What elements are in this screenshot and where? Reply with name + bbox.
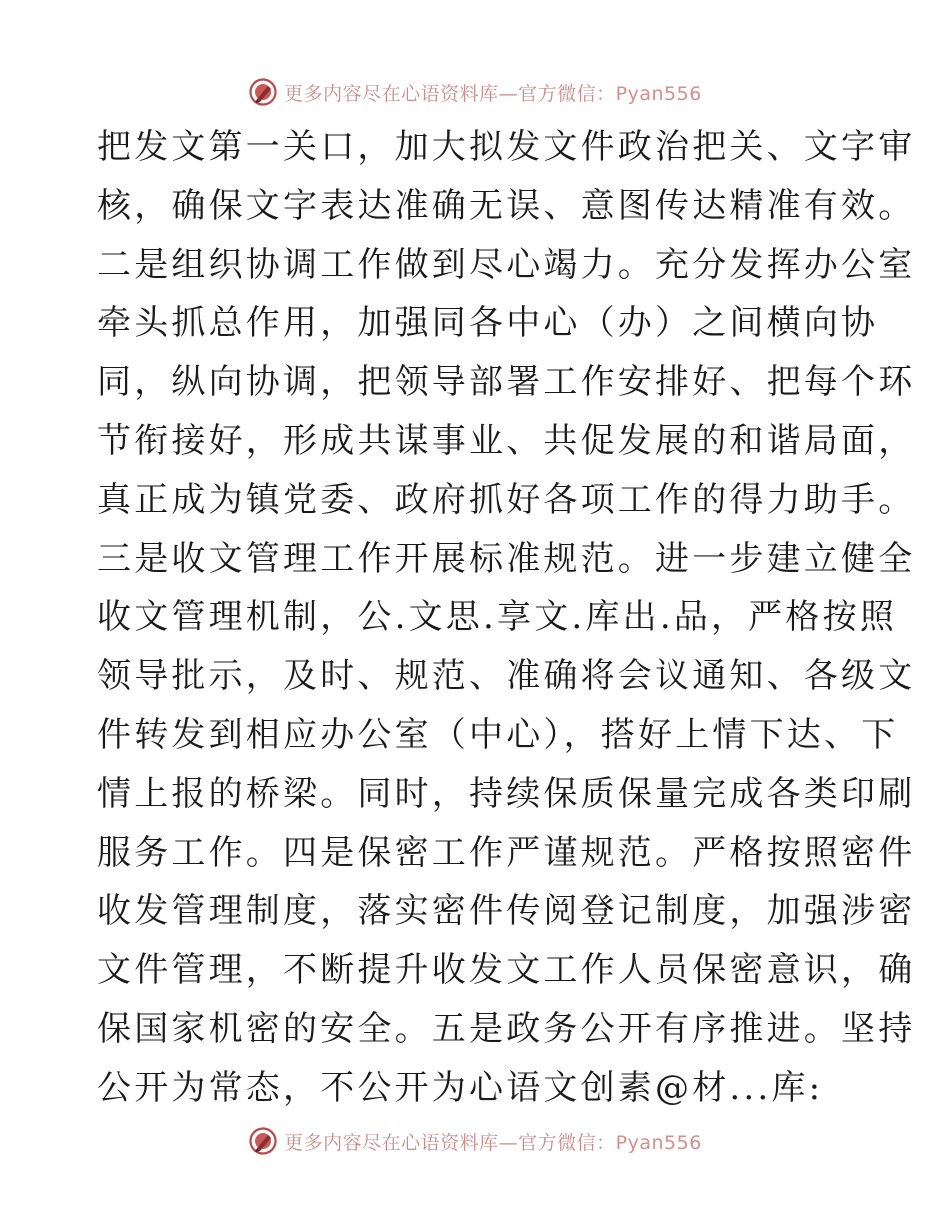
text-line: 把发文第一关口，加大拟发文件政治把关、文字审	[97, 127, 916, 167]
text-line: 保国家机密的安全。五是政务公开有序推进。坚持	[97, 1008, 916, 1049]
text-line: 服务工作。四是保密工作严谨规范。严格按照密件	[97, 832, 916, 873]
text-line: 核，确保文字表达准确无误、意图传达精准有效。	[97, 185, 916, 226]
text-line: 件转发到相应办公室（中心），搭好上情下达、下	[97, 714, 899, 755]
watermark-label: 更多内容尽在心语资料库—官方微信：Pyan556	[284, 82, 702, 105]
text-line: 公开为常态，不公开为心语文创素@材...库:	[97, 1067, 824, 1108]
pen-logo-icon	[248, 1126, 278, 1156]
text-line: 文件管理，不断提升收发文工作人员保密意识，确	[97, 950, 916, 991]
watermark-label: 更多内容尽在心语资料库—官方微信：Pyan556	[284, 1131, 702, 1154]
text-line: 三是收文管理工作开展标准规范。进一步建立健全	[97, 538, 916, 579]
header-watermark	[0, 72, 950, 112]
text-line: 牵头抓总作用，加强同各中心（办）之间横向协	[97, 303, 879, 344]
text-line: 节衔接好，形成共谋事业、共促发展的和谐局面，	[97, 420, 916, 461]
pen-logo-icon	[248, 77, 278, 107]
text-line: 收文管理机制，公.文思.享文.库出.品，严格按照	[97, 597, 898, 638]
footer-watermark	[0, 1121, 950, 1161]
text-line: 领导批示，及时、规范、准确将会议通知、各级文	[97, 656, 916, 697]
text-line: 收发管理制度，落实密件传阅登记制度，加强涉密	[97, 891, 916, 932]
text-line: 同，纵向协调，把领导部署工作安排好、把每个环	[97, 362, 916, 403]
document-body	[97, 118, 916, 1118]
text-line: 二是组织协调工作做到尽心竭力。充分发挥办公室	[97, 244, 916, 285]
text-line: 情上报的桥梁。同时，持续保质保量完成各类印刷	[97, 773, 916, 814]
text-line: 真正成为镇党委、政府抓好各项工作的得力助手。	[97, 479, 916, 520]
